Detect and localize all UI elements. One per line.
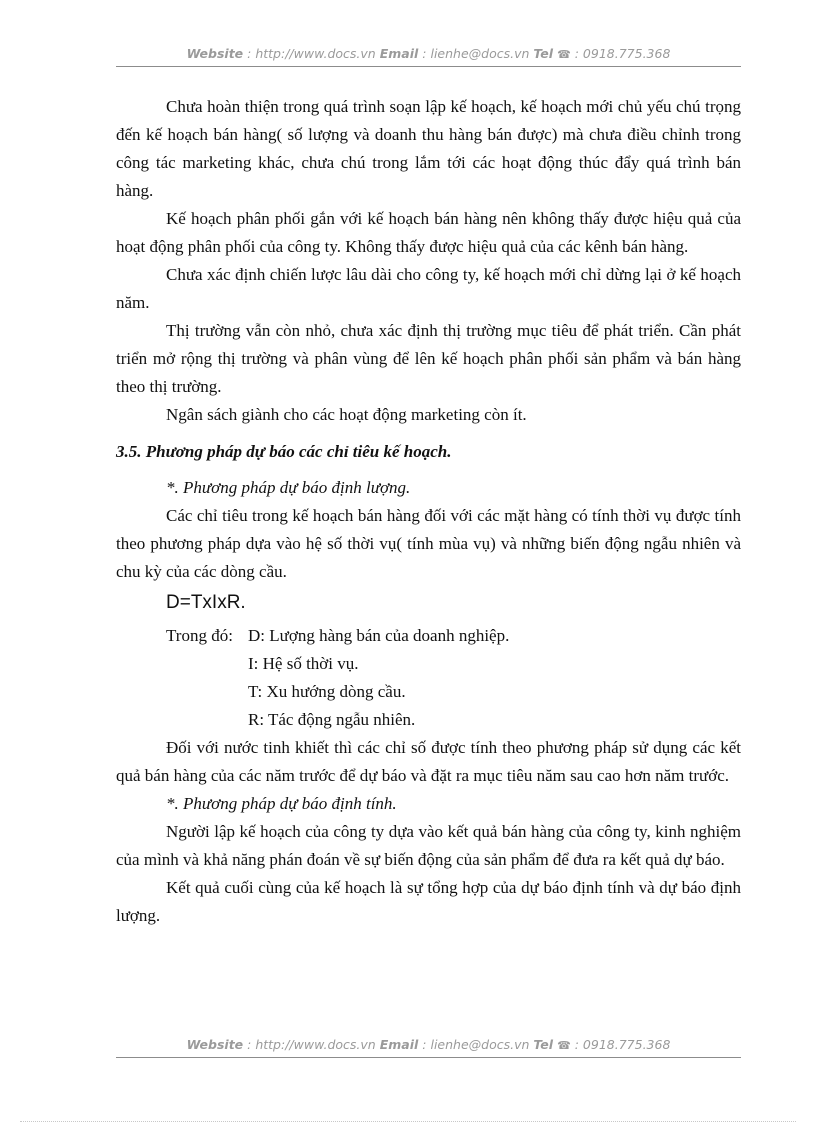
page-header <box>116 46 741 67</box>
footer-website-label: Website <box>186 1037 244 1052</box>
subheading-qualitative: *. Phương pháp dự báo định tính. <box>166 794 397 813</box>
definition-item: D: Lượng hàng bán của doanh nghiệp. <box>248 626 510 645</box>
paragraph: Người lập kế hoạch của công ty dựa vào kết quả bán hàng của công ty, kinh nghiệm của mình và khả năng phán đoán về sự biến động của sản phẩm để đưa ra kết quả dự báo. <box>116 822 741 869</box>
subheading-quantitative: *. Phương pháp dự báo định lượng. <box>166 478 411 497</box>
definition-item: T: Xu hướng dòng cầu. <box>248 682 406 701</box>
paragraph: Ngân sách giành cho các hoạt động marketing còn ít. <box>166 405 527 424</box>
footer-tel-value: : 0918.775.368 <box>574 1037 671 1052</box>
header-email-label: Email <box>379 46 419 61</box>
page-edge-divider <box>20 1121 796 1122</box>
paragraph: Kết quả cuối cùng của kế hoạch là sự tổng hợp của dự báo định tính và dự báo định lượng. <box>116 878 741 925</box>
header-tel-value: : 0918.775.368 <box>574 46 671 61</box>
paragraph: Thị trường vẫn còn nhỏ, chưa xác định thị trường mục tiêu để phát triển. Cần phát triển mở rộng thị trường và phân vùng để lên kế hoạch phân phối sản phẩm và bán hàng theo thị trường. <box>116 321 741 396</box>
header-email-value: : lienhe@docs.vn <box>422 46 530 61</box>
phone-icon: ☎ <box>557 48 571 61</box>
phone-icon: ☎ <box>557 1039 571 1052</box>
footer-tel-label: Tel <box>533 1037 554 1052</box>
definition-row <box>116 622 741 650</box>
header-website-value: : http://www.docs.vn <box>247 46 376 61</box>
header-website-label: Website <box>186 46 244 61</box>
page-footer <box>116 1037 741 1058</box>
definition-item: R: Tác động ngẫu nhiên. <box>248 710 416 729</box>
footer-email-label: Email <box>379 1037 419 1052</box>
paragraph: Kế hoạch phân phối gắn với kế hoạch bán hàng nên không thấy được hiệu quả của hoạt động phân phối của công ty. Không thấy được hiệu quả của các kênh bán hàng. <box>116 209 741 256</box>
formula: D=TxIxR. <box>166 592 246 613</box>
definition-row <box>116 678 741 706</box>
definition-row <box>116 650 741 678</box>
document-body <box>116 93 741 930</box>
paragraph: Chưa hoàn thiện trong quá trình soạn lập kế hoạch, kế hoạch mới chủ yếu chú trọng đến kế hoạch bán hàng( số lượng và doanh thu hàng bán được) mà chưa điều chỉnh trong công tác marketing khác, chưa chú trong lắm tới các hoạt động thúc đẩy quá trình bán hàng. <box>116 97 741 200</box>
paragraph: Chưa xác định chiến lược lâu dài cho công ty, kế hoạch mới chỉ dừng lại ở kế hoạch năm. <box>116 265 741 312</box>
footer-email-value: : lienhe@docs.vn <box>422 1037 530 1052</box>
paragraph: Các chỉ tiêu trong kế hoạch bán hàng đối với các mặt hàng có tính thời vụ được tính theo phương pháp dựa vào hệ số thời vụ( tính mùa vụ) và những biến động ngẫu nhiên và chu kỳ của các dòng cầu. <box>116 506 741 581</box>
header-tel-label: Tel <box>533 46 554 61</box>
section-heading: 3.5. Phương pháp dự báo các chỉ tiêu kế hoạch. <box>116 442 452 461</box>
definition-lead: Trong đó: <box>166 626 233 645</box>
definition-row <box>116 706 741 734</box>
paragraph: Đối với nước tinh khiết thì các chỉ số được tính theo phương pháp sử dụng các kết quả bán hàng của các năm trước để dự báo và đặt ra mục tiêu năm sau cao hơn năm trước. <box>116 738 741 785</box>
footer-website-value: : http://www.docs.vn <box>247 1037 376 1052</box>
definition-list <box>116 622 741 734</box>
definition-item: I: Hệ số thời vụ. <box>248 654 359 673</box>
